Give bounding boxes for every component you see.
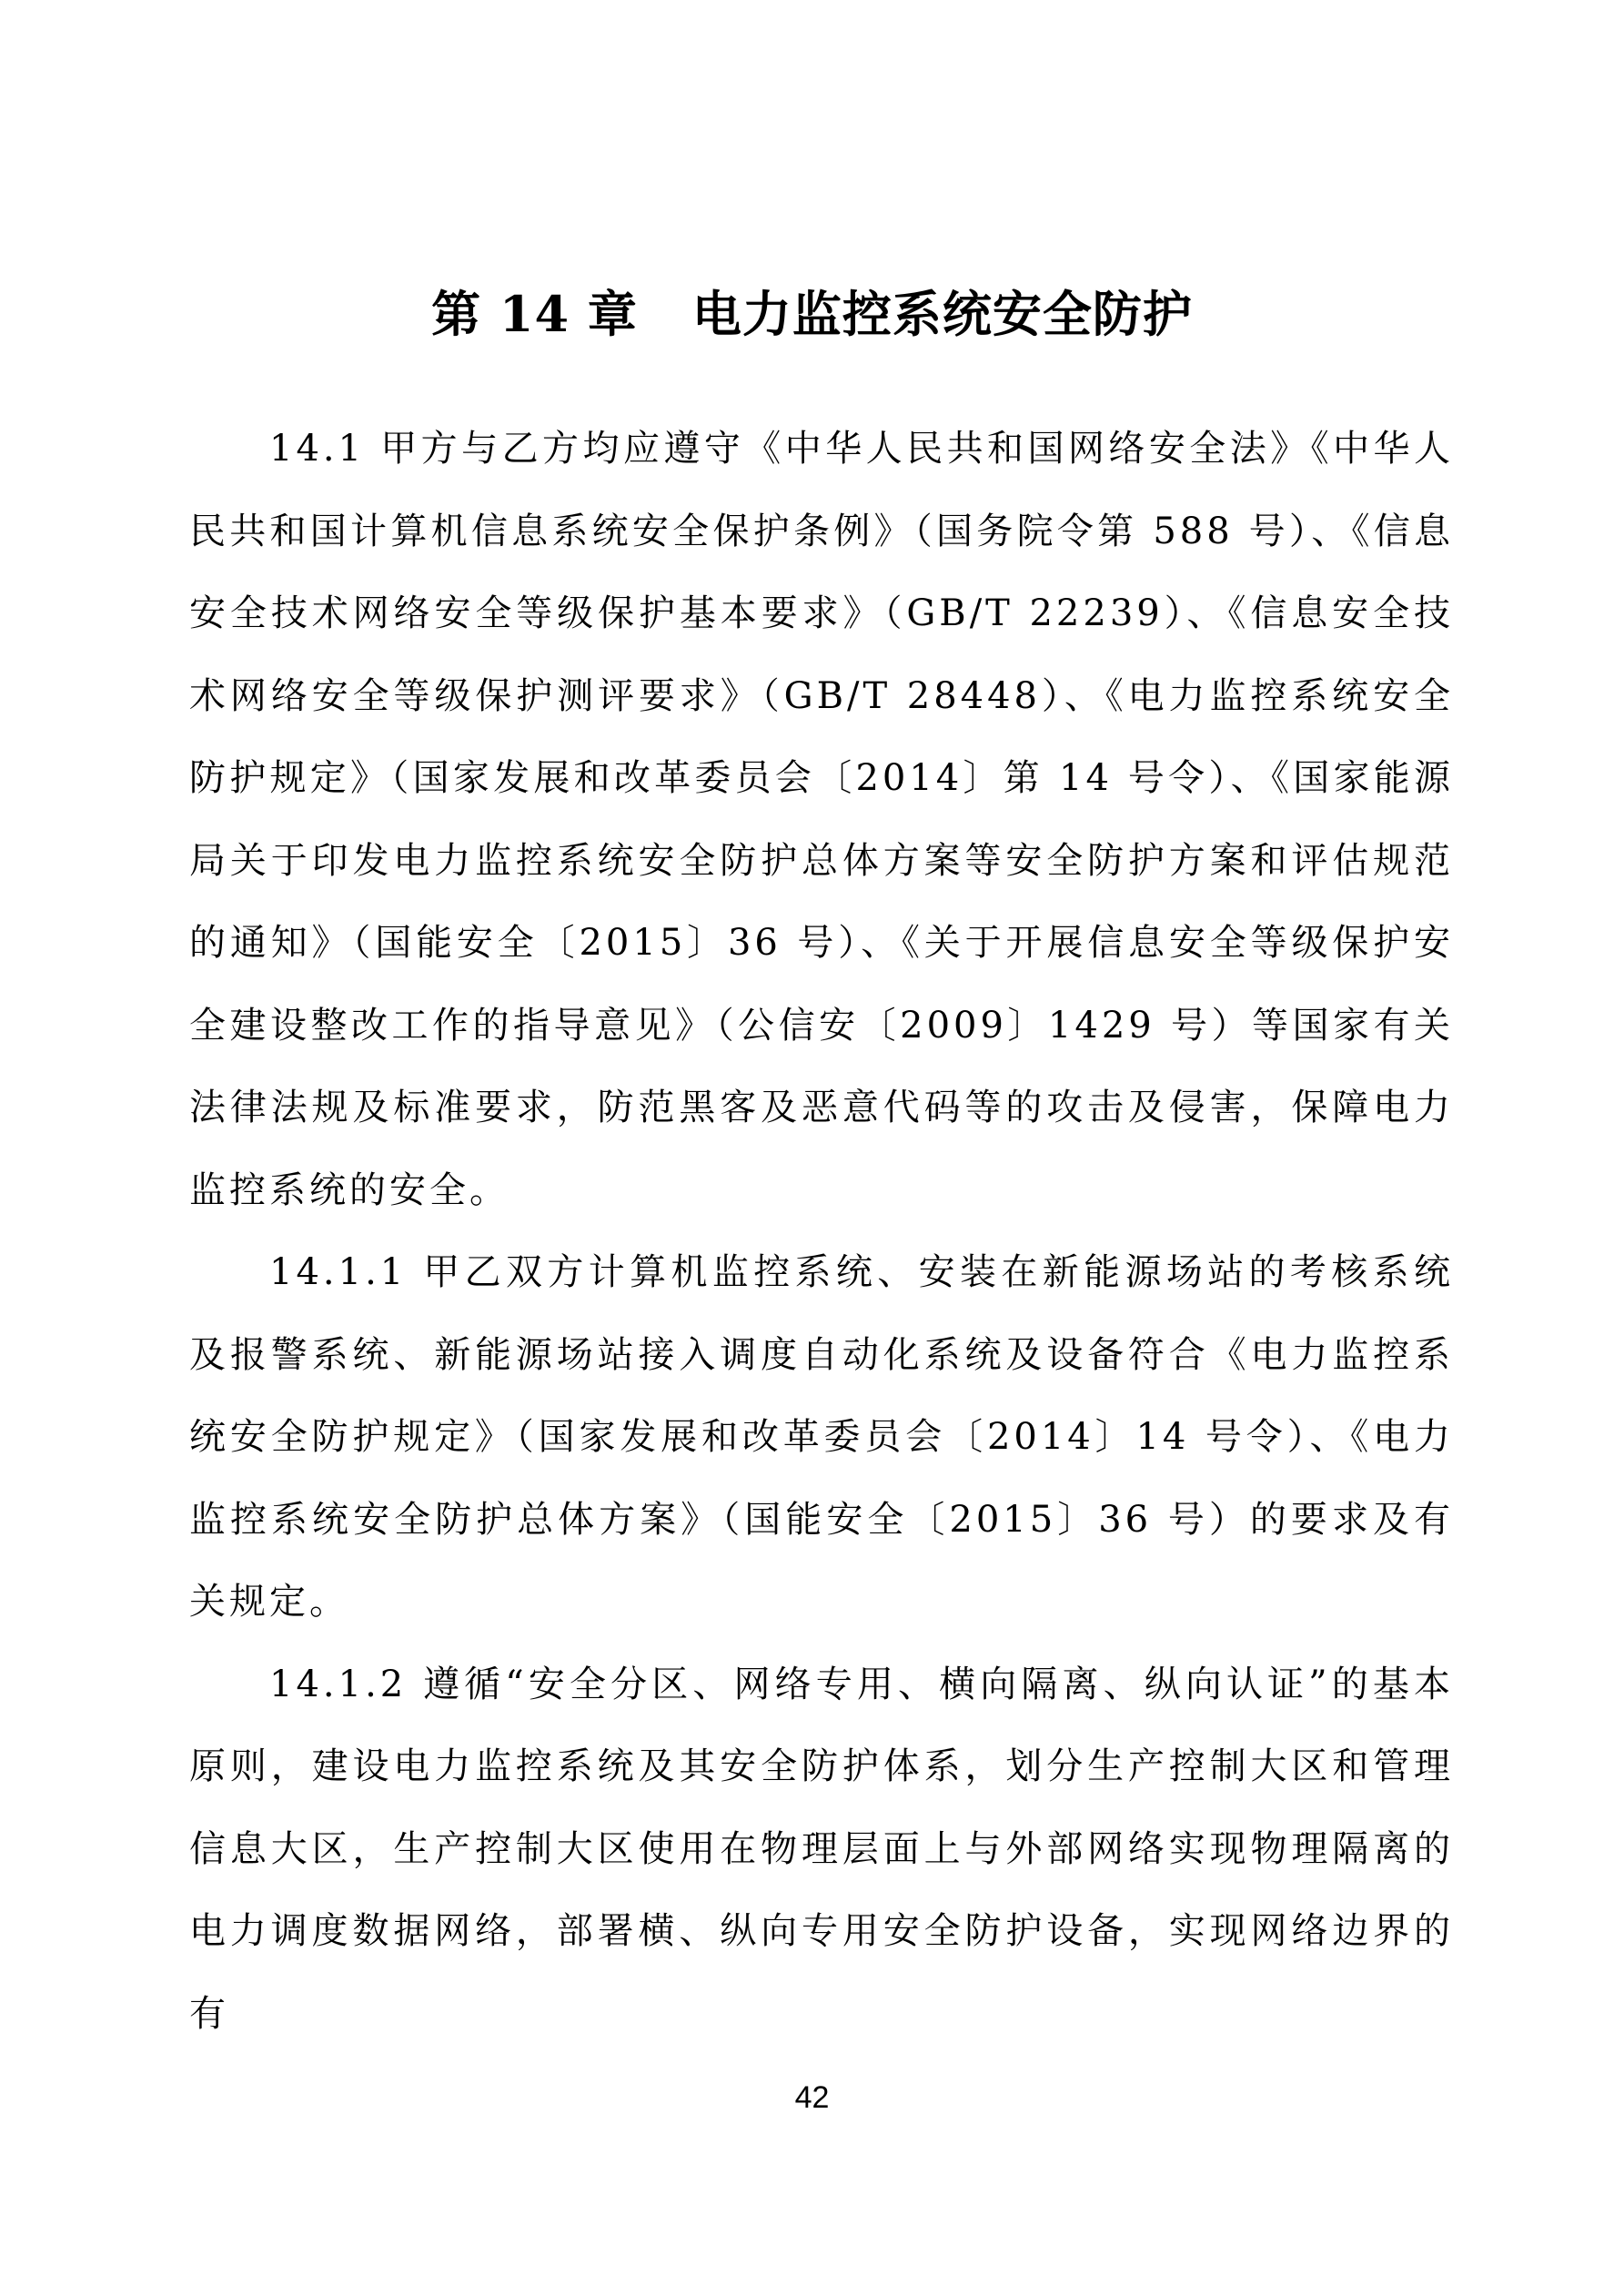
chapter-number: 第 14 章 [431, 285, 638, 343]
paragraph-14-1: 14.1 甲方与乙方均应遵守《中华人民共和国网络安全法》《中华人民共和国计算机信息系统安全保护条例》（国务院令第 588 号）、《信息安全技术网络安全等级保护基本要求》（GB/T 22239）、《信息安全技术网络安全等级保护测评要求》（GB/T 28448）、《电力监控系统安全防护规定》（国家发展和改革委员会〔2014〕第 14 号令）、《国家能源局关于印发电力监控系统安全防护总体方案等安全防护方案和评估规范的通知》（国能安全〔2015〕36 号）、《关于开展信息安全等级保护安全建设整改工作的指导意见》（公信安〔2009〕1429 号）等国家有关法律法规及标准要求，防范黑客及恶意代码等的攻击及侵害，保障电力监控系统的安全。 [189, 428, 1454, 1211]
chapter-heading [0, 278, 1624, 350]
page-number: 42 [794, 2080, 830, 2115]
body-text [189, 408, 1454, 2055]
paragraph-14-1-2: 14.1.2 遵循“安全分区、网络专用、横向隔离、纵向认证”的基本原则，建设电力监控系统及其安全防护体系，划分生产控制大区和管理信息大区，生产控制大区使用在物理层面上与外部网络实现物理隔离的电力调度数据网络，部署横、纵向专用安全防护设备，实现网络边界的有 [189, 1663, 1454, 2035]
chapter-title: 电力监控系统安全防护 [691, 285, 1193, 343]
paragraph-14-1-1: 14.1.1 甲乙双方计算机监控系统、安装在新能源场站的考核系统及报警系统、新能源场站接入调度自动化系统及设备符合《电力监控系统安全防护规定》（国家发展和改革委员会〔2014〕14 号令）、《电力监控系统安全防护总体方案》（国能安全〔2015〕36 号）的要求及有关规定。 [189, 1251, 1454, 1623]
